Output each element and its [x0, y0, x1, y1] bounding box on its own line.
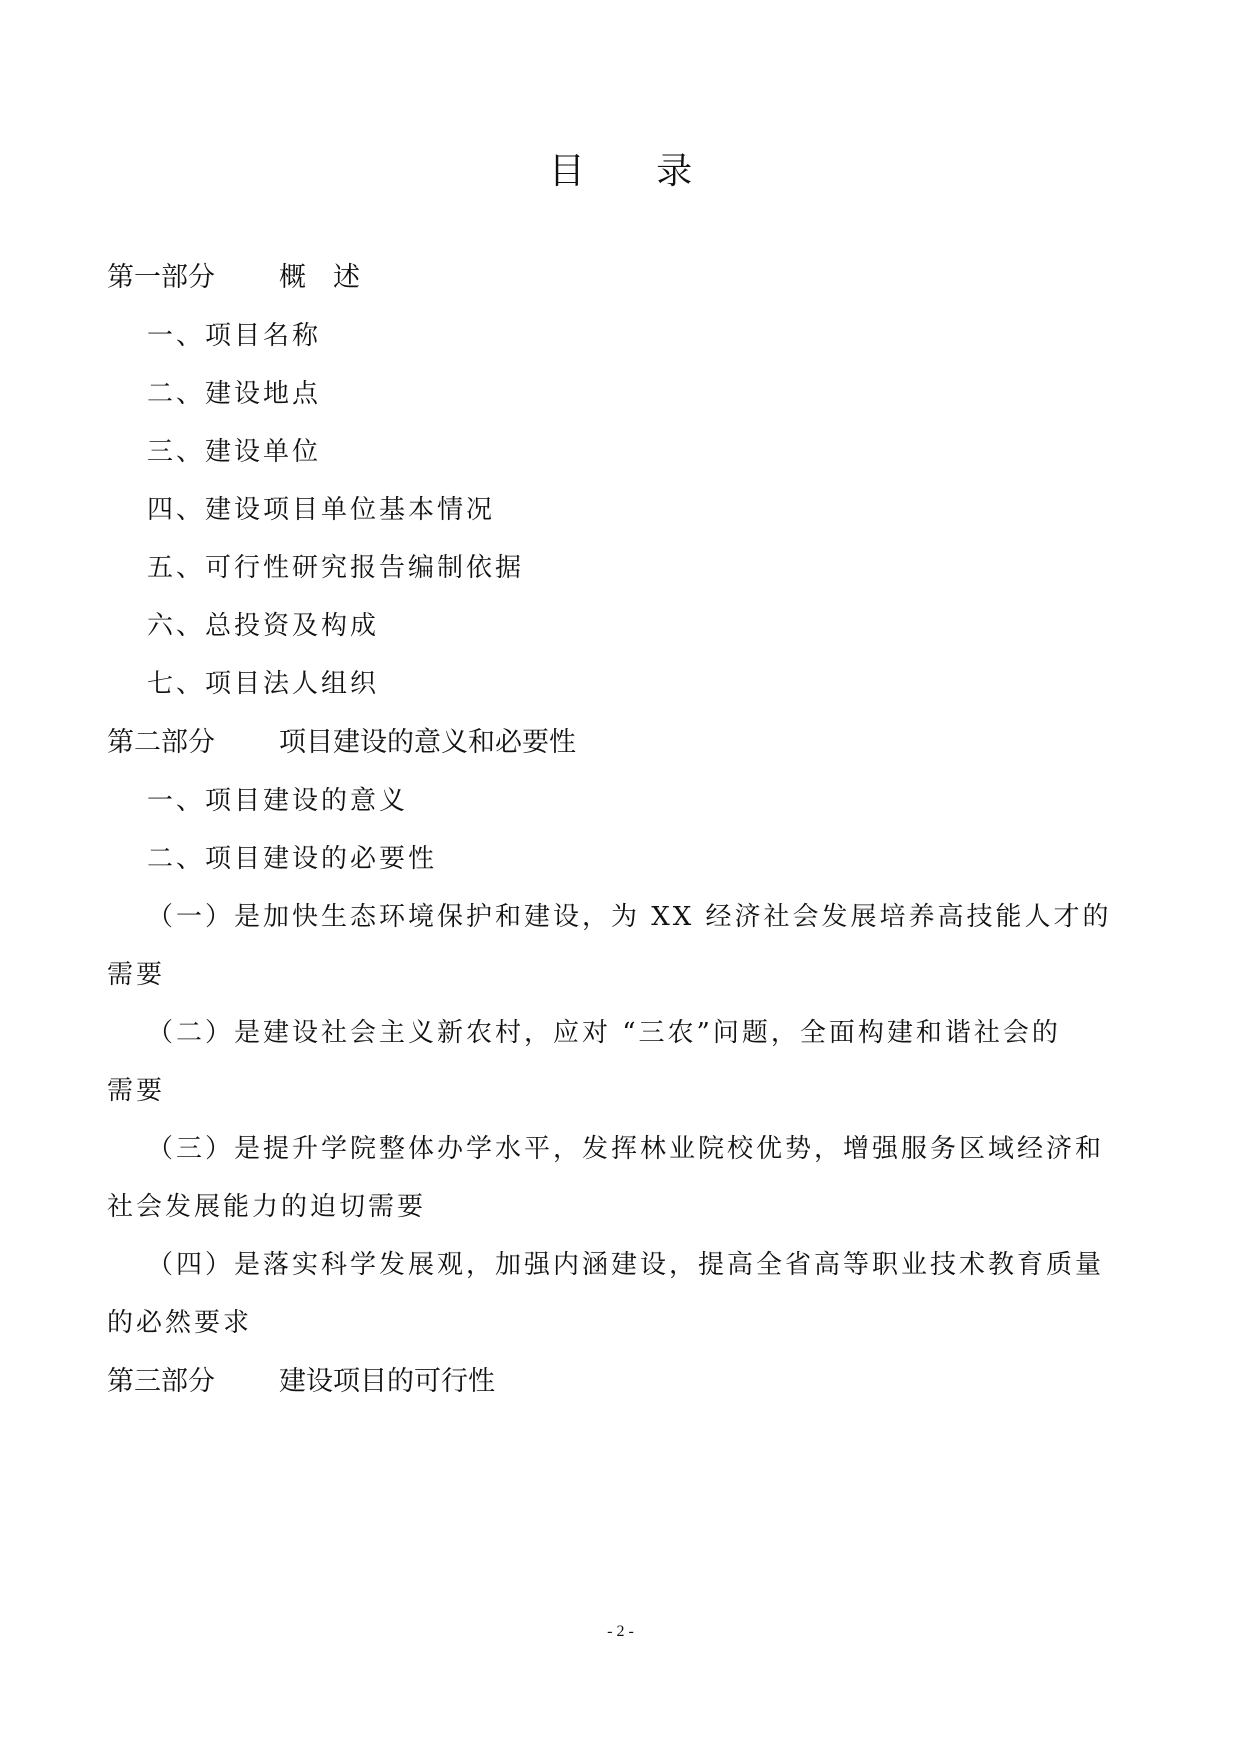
toc-item: 一、项目建设的意义 — [147, 786, 409, 816]
toc-item: 四、建设项目单位基本情况 — [147, 495, 496, 525]
toc-item: 三、建设单位 — [147, 437, 322, 467]
part-1-label: 第一部分 — [107, 262, 215, 293]
title-char-2: 录 — [656, 151, 693, 192]
toc-item: 一、项目名称 — [147, 321, 322, 351]
toc-part-1-heading — [107, 262, 360, 294]
title-char-1: 目 — [548, 151, 585, 192]
page-number: - 2 - — [607, 1623, 634, 1640]
part-2-label: 第二部分 — [107, 727, 215, 758]
part-3-label: 第三部分 — [107, 1366, 215, 1397]
toc-subitem-line: 社会发展能力的迫切需要 — [107, 1192, 427, 1222]
toc-part-2-heading — [107, 727, 576, 759]
toc-item: 二、建设地点 — [147, 379, 322, 409]
toc-part-3-heading — [107, 1366, 495, 1398]
toc-subitem-line: 需要 — [107, 960, 166, 990]
toc-item: 二、项目建设的必要性 — [147, 844, 438, 874]
toc-item: 六、总投资及构成 — [147, 611, 380, 641]
toc-item: 七、项目法人组织 — [147, 669, 380, 699]
toc-subitem-line: （四）是落实科学发展观，加强内涵建设，提高全省高等职业技术教育质量 — [147, 1250, 1105, 1280]
part-2-title: 项目建设的意义和必要性 — [279, 727, 576, 758]
toc-subitem-line: （三）是提升学院整体办学水平，发挥林业院校优势，增强服务区域经济和 — [147, 1134, 1105, 1164]
toc-subitem-line: 需要 — [107, 1076, 166, 1106]
document-title — [0, 152, 1241, 192]
toc-subitem-line: （一）是加快生态环境保护和建设，为 XX 经济社会发展培养高技能人才的 — [147, 902, 1112, 932]
part-3-title: 建设项目的可行性 — [279, 1366, 495, 1397]
toc-subitem-line: （二）是建设社会主义新农村，应对 “三农”问题，全面构建和谐社会的 — [147, 1018, 1061, 1048]
part-1-title: 概 述 — [279, 262, 360, 293]
toc-item: 五、可行性研究报告编制依据 — [147, 553, 525, 583]
toc-subitem-line: 的必然要求 — [107, 1308, 253, 1338]
